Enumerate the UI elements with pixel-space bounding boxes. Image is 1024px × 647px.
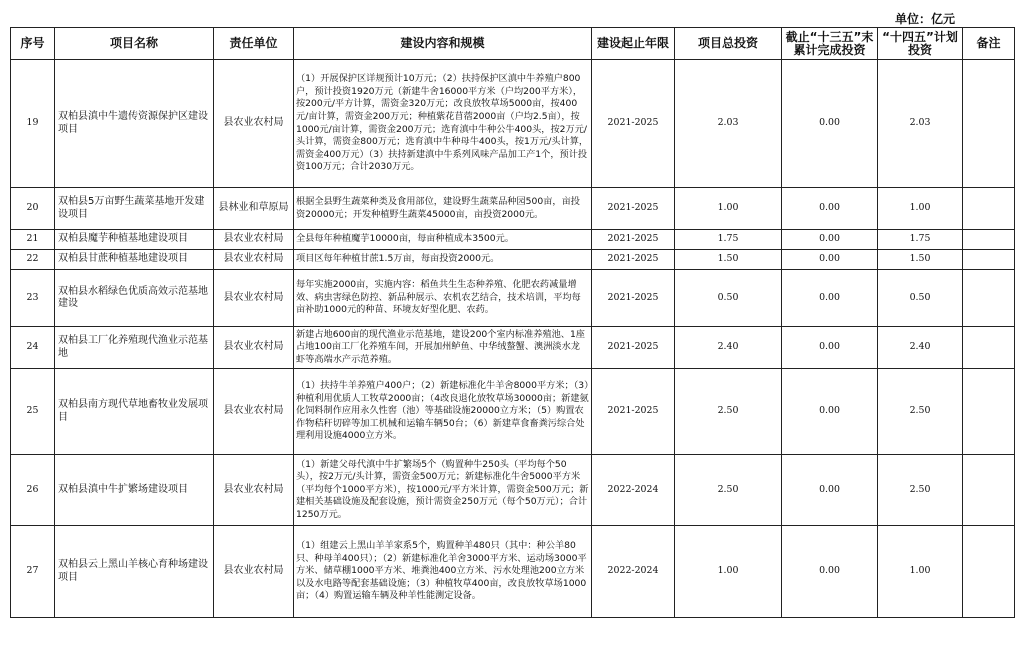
header-done: 截止“十三五”末累计完成投资: [782, 28, 878, 60]
cell-project-name: 双柏县魔芋种植基地建设项目: [55, 230, 214, 250]
cell-note: [963, 369, 1015, 455]
cell-responsible-unit: 县农业农村局: [214, 327, 294, 369]
cell-responsible-unit: 县林业和草原局: [214, 188, 294, 230]
cell-project-name: 双柏县5万亩野生蔬菜基地开发建设项目: [55, 188, 214, 230]
cell-planned-investment: 2.50: [878, 369, 963, 455]
cell-project-name: 双柏县水稻绿色优质高效示范基地建设: [55, 270, 214, 327]
header-content: 建设内容和规模: [294, 28, 592, 60]
cell-note: [963, 230, 1015, 250]
cell-seq: 22: [11, 250, 55, 270]
cell-seq: 27: [11, 526, 55, 618]
header-note: 备注: [963, 28, 1015, 60]
cell-note: [963, 526, 1015, 618]
investment-table: [10, 27, 1015, 618]
cell-total-investment: 1.50: [675, 250, 782, 270]
cell-responsible-unit: 县农业农村局: [214, 250, 294, 270]
cell-content: 新建占地600亩的现代渔业示范基地，建设200个室内标准养殖池、1座占地100亩工厂化养殖车间，开展加州鲈鱼、中华绒螯蟹、澳洲淡水龙虾等高端水产示范养殖。: [294, 327, 592, 369]
cell-total-investment: 1.00: [675, 526, 782, 618]
cell-content: 项目区每年种植甘蔗1.5万亩，每亩投资2000元。: [294, 250, 592, 270]
cell-responsible-unit: 县农业农村局: [214, 369, 294, 455]
table-row: [11, 455, 1015, 526]
table-row: [11, 526, 1015, 618]
cell-planned-investment: 2.50: [878, 455, 963, 526]
cell-completed-investment: 0.00: [782, 230, 878, 250]
cell-period: 2021-2025: [592, 250, 675, 270]
cell-planned-investment: 0.50: [878, 270, 963, 327]
cell-seq: 19: [11, 60, 55, 188]
cell-note: [963, 455, 1015, 526]
cell-content: （1）扶持牛羊养殖户400户；（2）新建标准化牛羊舍8000平方米；（3）种植利用优质人工牧草2000亩；（4改良退化放牧草场30000亩；新建氨化饲料制作应用永久性窖（池）等基础设施20000立方米；（5）购置农作物秸秆切碎等加工机械和运输车辆50台；（6）新建草食畜粪污综合处理利用设施4000立方米。: [294, 369, 592, 455]
cell-note: [963, 270, 1015, 327]
cell-period: 2021-2025: [592, 188, 675, 230]
cell-completed-investment: 0.00: [782, 369, 878, 455]
cell-seq: 23: [11, 270, 55, 327]
cell-responsible-unit: 县农业农村局: [214, 455, 294, 526]
cell-responsible-unit: 县农业农村局: [214, 230, 294, 250]
cell-period: 2021-2025: [592, 327, 675, 369]
cell-content: （1）组建云上黑山羊羊家系5个，购置种羊480只（其中：种公羊80只、种母羊400只）；（2）新建标准化羊舍3000平方米、运动场3000平方米、储草棚1000平方米、堆粪池400立方米、污水处理池200立方米以及水电路等配套基础设施；（3）种植牧草400亩，改良放牧草场1000亩；（4）购置运输车辆及种羊性能测定设备。: [294, 526, 592, 618]
cell-project-name: 双柏县工厂化养殖现代渔业示范基地: [55, 327, 214, 369]
cell-completed-investment: 0.00: [782, 60, 878, 188]
cell-planned-investment: 1.50: [878, 250, 963, 270]
table-row: [11, 60, 1015, 188]
cell-period: 2021-2025: [592, 270, 675, 327]
cell-total-investment: 1.00: [675, 188, 782, 230]
cell-seq: 26: [11, 455, 55, 526]
cell-completed-investment: 0.00: [782, 188, 878, 230]
cell-total-investment: 2.50: [675, 455, 782, 526]
cell-seq: 20: [11, 188, 55, 230]
cell-period: 2021-2025: [592, 230, 675, 250]
cell-total-investment: 2.50: [675, 369, 782, 455]
header-total: 项目总投资: [675, 28, 782, 60]
cell-project-name: 双柏县南方现代草地畜牧业发展项目: [55, 369, 214, 455]
cell-completed-investment: 0.00: [782, 270, 878, 327]
table-row: [11, 250, 1015, 270]
cell-note: [963, 327, 1015, 369]
header-plan: “十四五”计划投资: [878, 28, 963, 60]
table-row: [11, 230, 1015, 250]
cell-note: [963, 250, 1015, 270]
cell-period: 2022-2024: [592, 526, 675, 618]
cell-completed-investment: 0.00: [782, 455, 878, 526]
cell-period: 2021-2025: [592, 369, 675, 455]
cell-project-name: 双柏县甘蔗种植基地建设项目: [55, 250, 214, 270]
cell-project-name: 双柏县滇中牛遗传资源保护区建设项目: [55, 60, 214, 188]
cell-responsible-unit: 县农业农村局: [214, 60, 294, 188]
cell-planned-investment: 2.40: [878, 327, 963, 369]
header-period: 建设起止年限: [592, 28, 675, 60]
table-row: [11, 188, 1015, 230]
cell-total-investment: 0.50: [675, 270, 782, 327]
cell-seq: 21: [11, 230, 55, 250]
unit-label: 单位：亿元: [895, 12, 956, 26]
cell-total-investment: 1.75: [675, 230, 782, 250]
cell-completed-investment: 0.00: [782, 526, 878, 618]
cell-period: 2022-2024: [592, 455, 675, 526]
cell-period: 2021-2025: [592, 60, 675, 188]
table-body: [11, 60, 1015, 618]
cell-responsible-unit: 县农业农村局: [214, 270, 294, 327]
cell-content: 全县每年种植魔芋10000亩，每亩种植成本3500元。: [294, 230, 592, 250]
cell-responsible-unit: 县农业农村局: [214, 526, 294, 618]
cell-content: （1）开展保护区详规预计10万元；（2）扶持保护区滇中牛养殖户800户，预计投资1920万元（新建牛舍16000平方米（户均200平方米），按200元/平方计算，需资金320万元；改良放牧草场5000亩，按400元/亩计算，需资金200万元；种植紫花苜蓿2000亩（户均2.5亩），按1000元/亩计算，需资金200万元；选育滇中牛种公牛400头，按2万元/头计算，需资金800万元；选育滇中牛种母牛400头，按1万元/头计算，需资金400万元）（3）扶持新建滇中牛系列风味产品加工产1个，预计投资100万元；合计2030万元。: [294, 60, 592, 188]
header-seq: 序号: [11, 28, 55, 60]
cell-content: 每年实施2000亩，实施内容：稻鱼共生生态种养殖、化肥农药减量增效、病虫害绿色防控、新品种展示、农机农艺结合，技术培训，平均每亩补助1000元的种苗、环境友好型化肥、农药。: [294, 270, 592, 327]
cell-seq: 25: [11, 369, 55, 455]
cell-seq: 24: [11, 327, 55, 369]
cell-project-name: 双柏县云上黑山羊核心育种场建设项目: [55, 526, 214, 618]
cell-content: （1）新建父母代滇中牛扩繁场5个（购置种牛250头（平均每个50头），按2万元/头计算，需资金500万元；新建标准化牛舍5000平方米（平均每个1000平方米），按1000元/平方米计算，需资金500万元；新建相关基础设施及配套设施，预计需资金250万元（每个50万元）；合计1250万元。: [294, 455, 592, 526]
table-row: [11, 270, 1015, 327]
table-row: [11, 369, 1015, 455]
cell-project-name: 双柏县滇中牛扩繁场建设项目: [55, 455, 214, 526]
cell-planned-investment: 1.00: [878, 188, 963, 230]
cell-note: [963, 188, 1015, 230]
cell-total-investment: 2.03: [675, 60, 782, 188]
cell-planned-investment: 1.00: [878, 526, 963, 618]
header-row: [11, 28, 1015, 60]
header-unit: 责任单位: [214, 28, 294, 60]
cell-completed-investment: 0.00: [782, 327, 878, 369]
cell-note: [963, 60, 1015, 188]
cell-content: 根据全县野生蔬菜种类及食用部位，建设野生蔬菜品种园500亩，亩投资20000元；开发种植野生蔬菜45000亩，亩投资2000元。: [294, 188, 592, 230]
cell-total-investment: 2.40: [675, 327, 782, 369]
cell-planned-investment: 1.75: [878, 230, 963, 250]
header-name: 项目名称: [55, 28, 214, 60]
cell-planned-investment: 2.03: [878, 60, 963, 188]
cell-completed-investment: 0.00: [782, 250, 878, 270]
table-row: [11, 327, 1015, 369]
